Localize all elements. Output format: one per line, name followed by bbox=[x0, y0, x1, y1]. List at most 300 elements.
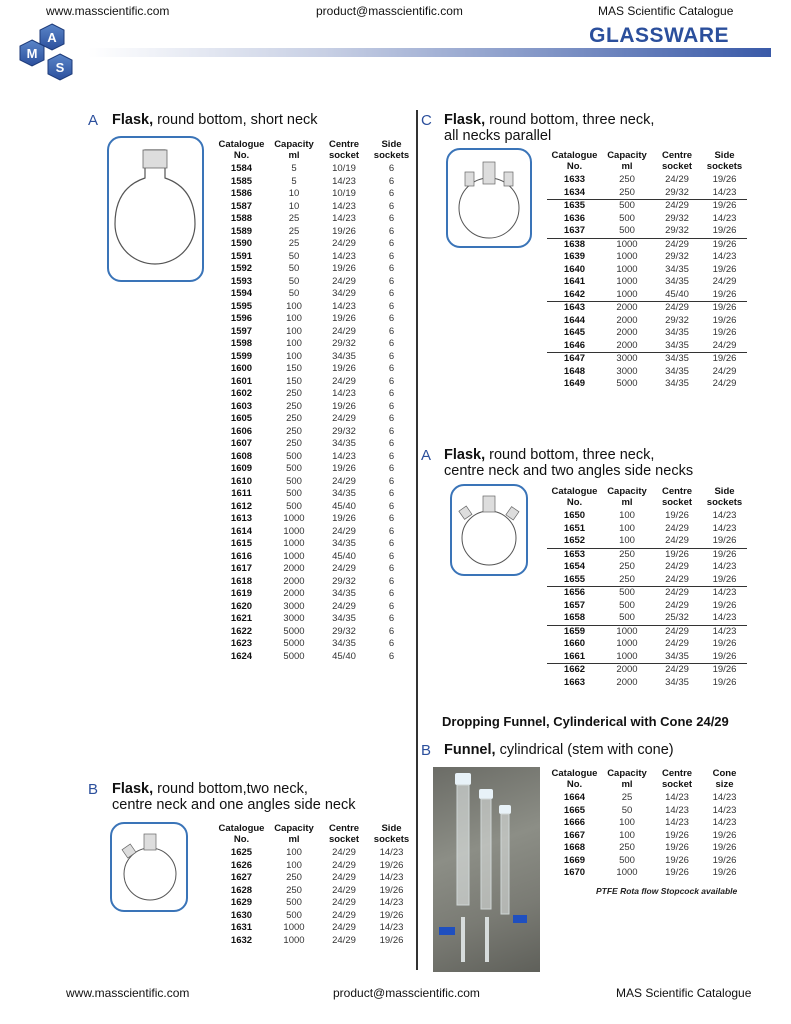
side-cell: 24/29 bbox=[712, 365, 737, 377]
table-row bbox=[547, 174, 747, 187]
side-cell: 19/26 bbox=[712, 314, 737, 326]
side-cell: 19/26 bbox=[702, 664, 747, 677]
catalogue-no-cell: 1661 bbox=[563, 650, 586, 662]
capacity-cell: 1000 bbox=[616, 650, 638, 662]
catalogue-no-cell: 1596 bbox=[230, 313, 253, 324]
capacity-cell: 250 bbox=[286, 884, 302, 896]
catalogue-no-cell: 1588 bbox=[230, 213, 253, 224]
capacity-cell: 100 bbox=[286, 338, 302, 349]
capacity-cell: 500 bbox=[619, 854, 635, 866]
flask-three-neck-parallel-drawing bbox=[448, 150, 530, 246]
capacity-cell: 50 bbox=[288, 263, 300, 274]
side-cell: 24/29 bbox=[712, 378, 737, 389]
centre-socket-cell: 34/35 bbox=[665, 676, 689, 688]
table-row bbox=[214, 576, 414, 589]
catalogue-no-cell: 1635 bbox=[547, 200, 602, 213]
table-row bbox=[214, 885, 414, 898]
capacity-cell: 5 bbox=[291, 163, 297, 174]
table-row bbox=[547, 366, 747, 379]
table-row bbox=[214, 188, 414, 201]
catalogue-no-cell: 1669 bbox=[563, 854, 586, 866]
table-row bbox=[214, 613, 414, 626]
capacity-cell: 1000 bbox=[283, 922, 305, 933]
side-cell: 14/23 bbox=[712, 186, 737, 198]
catalogue-no-cell: 1610 bbox=[230, 475, 253, 487]
table-row bbox=[547, 523, 747, 536]
table-row bbox=[214, 847, 414, 860]
table-row bbox=[214, 526, 414, 539]
title-rest: round bottom, three neck, bbox=[485, 112, 655, 128]
centre-socket-cell: 14/23 bbox=[332, 200, 356, 212]
catalogue-no-cell: 1664 bbox=[563, 792, 586, 803]
side-cell: 19/26 bbox=[712, 263, 737, 275]
centre-socket-cell: 45/40 bbox=[332, 500, 356, 512]
catalogue-no-cell: 1587 bbox=[230, 200, 253, 212]
capacity-cell: 50 bbox=[288, 250, 300, 262]
table-row bbox=[214, 238, 414, 251]
catalogue-no-cell: 1644 bbox=[563, 314, 586, 326]
side-cell: 6 bbox=[388, 163, 395, 174]
table-short-neck bbox=[214, 139, 414, 663]
table-row bbox=[214, 476, 414, 489]
side-cell: 14/23 bbox=[702, 587, 747, 600]
side-cell: 6 bbox=[388, 275, 395, 287]
capacity-cell: 1000 bbox=[616, 867, 638, 878]
col-centre-socket: Centre socket bbox=[328, 823, 360, 845]
centre-socket-cell: 34/35 bbox=[332, 488, 356, 499]
centre-socket-cell: 19/26 bbox=[665, 854, 689, 866]
flask-three-neck-angled-image bbox=[450, 484, 528, 576]
col-side-sockets: Side sockets bbox=[373, 823, 410, 845]
capacity-cell: 50 bbox=[621, 804, 633, 816]
table-row bbox=[214, 601, 414, 614]
centre-socket-cell: 14/23 bbox=[332, 450, 356, 462]
side-cell: 6 bbox=[388, 550, 395, 562]
capacity-cell: 500 bbox=[602, 200, 652, 213]
centre-socket-cell: 24/29 bbox=[665, 638, 689, 649]
catalogue-no-cell: 1617 bbox=[230, 563, 253, 574]
centre-socket-cell: 34/35 bbox=[665, 263, 689, 275]
flask-short-neck-image bbox=[107, 136, 204, 282]
catalogue-no-cell: 1667 bbox=[563, 829, 586, 841]
side-cell: 19/26 bbox=[702, 200, 747, 213]
header-email: product@masscientific.com bbox=[316, 4, 463, 18]
side-cell: 14/23 bbox=[712, 817, 737, 828]
centre-socket-cell: 24/29 bbox=[652, 625, 702, 638]
side-cell: 19/26 bbox=[712, 535, 737, 546]
centre-socket-cell: 24/29 bbox=[665, 599, 689, 611]
capacity-cell: 250 bbox=[602, 548, 652, 561]
centre-socket-cell: 45/40 bbox=[332, 550, 356, 562]
table-row bbox=[547, 842, 747, 855]
capacity-cell: 250 bbox=[619, 174, 635, 185]
capacity-cell: 3000 bbox=[283, 613, 305, 624]
centre-socket-cell: 14/23 bbox=[332, 175, 356, 187]
capacity-cell: 1000 bbox=[602, 238, 652, 251]
catalogue-no-cell: 1597 bbox=[230, 325, 253, 337]
centre-socket-cell: 14/23 bbox=[332, 213, 356, 224]
centre-socket-cell: 19/26 bbox=[332, 463, 356, 474]
table-row bbox=[214, 263, 414, 276]
col-side-sockets: Side sockets bbox=[373, 139, 410, 161]
col-cone-size: Cone size bbox=[712, 768, 737, 790]
side-cell: 14/23 bbox=[712, 792, 737, 803]
catalogue-no-cell: 1602 bbox=[230, 388, 253, 399]
table-row bbox=[547, 587, 747, 600]
table-row bbox=[547, 213, 747, 226]
centre-socket-cell: 34/35 bbox=[665, 339, 689, 351]
side-cell: 19/26 bbox=[379, 884, 404, 896]
side-cell: 6 bbox=[388, 263, 395, 274]
table-row bbox=[547, 353, 747, 366]
centre-socket-cell: 14/23 bbox=[332, 250, 356, 262]
side-cell: 19/26 bbox=[702, 353, 747, 366]
table-row bbox=[214, 626, 414, 639]
side-cell: 19/26 bbox=[712, 650, 737, 662]
catalogue-no-cell: 1656 bbox=[547, 587, 602, 600]
catalogue-no-cell: 1648 bbox=[563, 365, 586, 377]
centre-socket-cell: 45/40 bbox=[332, 650, 356, 662]
column-divider bbox=[416, 110, 418, 970]
side-cell: 6 bbox=[388, 388, 395, 399]
title-bold: Flask, bbox=[444, 112, 486, 128]
side-cell: 6 bbox=[388, 200, 395, 212]
centre-socket-cell: 24/29 bbox=[652, 587, 702, 600]
side-cell: 6 bbox=[388, 563, 395, 574]
table-row bbox=[547, 187, 747, 200]
col-centre-socket: Centre socket bbox=[328, 139, 360, 161]
capacity-cell: 1000 bbox=[616, 276, 638, 287]
capacity-cell: 500 bbox=[286, 488, 302, 499]
capacity-cell: 1000 bbox=[283, 538, 305, 549]
side-cell: 6 bbox=[388, 513, 395, 524]
catalogue-no-cell: 1627 bbox=[230, 872, 253, 883]
side-cell: 6 bbox=[388, 238, 395, 249]
title-bold: Funnel, bbox=[444, 742, 496, 758]
side-cell: 19/26 bbox=[379, 859, 404, 871]
side-cell: 19/26 bbox=[712, 676, 737, 688]
centre-socket-cell: 10/19 bbox=[332, 163, 356, 174]
catalogue-no-cell: 1594 bbox=[230, 288, 253, 299]
centre-socket-cell: 19/26 bbox=[332, 263, 356, 274]
capacity-cell: 100 bbox=[286, 300, 302, 312]
flask-three-neck-angled-drawing bbox=[452, 486, 526, 574]
catalogue-no-cell: 1616 bbox=[230, 550, 253, 562]
centre-socket-cell: 29/32 bbox=[332, 338, 356, 349]
side-cell: 6 bbox=[388, 463, 395, 474]
col-capacity: Capacity ml bbox=[274, 139, 314, 161]
centre-socket-cell: 19/26 bbox=[332, 313, 356, 324]
catalogue-no-cell: 1650 bbox=[563, 510, 586, 521]
side-cell: 19/26 bbox=[712, 327, 737, 338]
side-cell: 19/26 bbox=[712, 225, 737, 236]
table-row bbox=[214, 588, 414, 601]
table-row bbox=[214, 313, 414, 326]
section-brand-title: GLASSWARE bbox=[589, 24, 729, 47]
catalogue-no-cell: 1651 bbox=[563, 522, 586, 534]
table-row bbox=[547, 302, 747, 315]
capacity-cell: 250 bbox=[619, 186, 635, 198]
capacity-cell: 3000 bbox=[283, 600, 305, 612]
side-cell: 14/23 bbox=[379, 922, 404, 933]
centre-socket-cell: 24/29 bbox=[332, 872, 356, 883]
title-rest: round bottom, short neck bbox=[153, 112, 318, 128]
catalogue-no-cell: 1631 bbox=[230, 922, 253, 933]
table-header bbox=[214, 139, 414, 163]
capacity-cell: 10 bbox=[288, 188, 300, 199]
side-cell: 14/23 bbox=[379, 872, 404, 883]
catalogue-no-cell: 1668 bbox=[563, 842, 586, 853]
flask-three-neck-parallel-image bbox=[446, 148, 532, 248]
centre-socket-cell: 29/32 bbox=[332, 575, 356, 587]
table-row bbox=[214, 451, 414, 464]
col-capacity: Capacity ml bbox=[607, 486, 647, 508]
side-cell: 6 bbox=[388, 600, 395, 612]
centre-socket-cell: 34/35 bbox=[652, 353, 702, 366]
table-row bbox=[547, 225, 747, 238]
footer-email: product@masscientific.com bbox=[333, 986, 480, 1000]
side-cell: 19/26 bbox=[702, 302, 747, 315]
side-cell: 6 bbox=[388, 525, 395, 537]
centre-socket-cell: 24/29 bbox=[652, 302, 702, 315]
capacity-cell: 2000 bbox=[616, 314, 638, 326]
side-cell: 14/23 bbox=[712, 251, 737, 262]
brand-bar bbox=[88, 48, 771, 57]
side-cell: 6 bbox=[388, 413, 395, 424]
centre-socket-cell: 29/32 bbox=[665, 212, 689, 224]
svg-text:S: S bbox=[55, 60, 65, 75]
table-row bbox=[547, 378, 747, 391]
catalogue-no-cell: 1652 bbox=[563, 535, 586, 546]
catalogue-no-cell: 1638 bbox=[547, 238, 602, 251]
catalogue-no-cell: 1632 bbox=[230, 934, 253, 946]
capacity-cell: 100 bbox=[619, 535, 635, 546]
centre-socket-cell: 29/32 bbox=[665, 314, 689, 326]
col-catalogue-no: Catalogue No. bbox=[218, 823, 265, 845]
centre-socket-cell: 19/26 bbox=[652, 548, 702, 561]
capacity-cell: 5 bbox=[291, 175, 297, 187]
catalogue-no-cell: 1613 bbox=[230, 513, 253, 524]
catalogue-no-cell: 1663 bbox=[563, 676, 586, 688]
catalogue-no-cell: 1654 bbox=[563, 561, 586, 572]
col-catalogue-no: Catalogue No. bbox=[551, 768, 598, 790]
capacity-cell: 500 bbox=[619, 225, 635, 236]
catalogue-no-cell: 1624 bbox=[230, 650, 253, 662]
capacity-cell: 250 bbox=[619, 842, 635, 853]
side-cell: 6 bbox=[388, 175, 395, 187]
title-bold: Flask, bbox=[112, 112, 154, 128]
capacity-cell: 5000 bbox=[283, 625, 305, 637]
table-row bbox=[547, 600, 747, 613]
catalogue-no-cell: 1645 bbox=[563, 327, 586, 338]
centre-socket-cell: 34/35 bbox=[332, 538, 356, 549]
centre-socket-cell: 34/35 bbox=[332, 588, 356, 599]
table-row bbox=[214, 351, 414, 364]
catalogue-no-cell: 1630 bbox=[230, 909, 253, 921]
centre-socket-cell: 14/23 bbox=[665, 817, 689, 828]
title-line2: centre neck and one angles side neck bbox=[112, 797, 356, 813]
table-row bbox=[214, 163, 414, 176]
capacity-cell: 500 bbox=[619, 212, 635, 224]
centre-socket-cell: 24/29 bbox=[332, 325, 356, 337]
side-cell: 6 bbox=[388, 225, 395, 237]
centre-socket-cell: 24/29 bbox=[652, 200, 702, 213]
centre-socket-cell: 24/29 bbox=[332, 884, 356, 896]
table-three-neck-angled bbox=[547, 486, 747, 689]
centre-socket-cell: 14/23 bbox=[332, 300, 356, 312]
centre-socket-cell: 24/29 bbox=[332, 525, 356, 537]
col-capacity: Capacity ml bbox=[274, 823, 314, 845]
col-side-sockets: Side sockets bbox=[706, 486, 743, 508]
centre-socket-cell: 34/29 bbox=[332, 288, 356, 299]
centre-socket-cell: 25/32 bbox=[665, 612, 689, 623]
centre-socket-cell: 24/29 bbox=[652, 238, 702, 251]
capacity-cell: 1000 bbox=[283, 550, 305, 562]
centre-socket-cell: 24/29 bbox=[665, 573, 689, 585]
catalogue-no-cell: 1625 bbox=[230, 847, 253, 858]
catalogue-no-cell: 1603 bbox=[230, 400, 253, 412]
capacity-cell: 10 bbox=[288, 200, 300, 212]
table-row bbox=[214, 388, 414, 401]
centre-socket-cell: 34/35 bbox=[332, 350, 356, 362]
capacity-cell: 500 bbox=[286, 500, 302, 512]
col-capacity: Capacity ml bbox=[607, 768, 647, 790]
side-cell: 6 bbox=[388, 575, 395, 587]
capacity-cell: 500 bbox=[619, 599, 635, 611]
centre-socket-cell: 19/26 bbox=[332, 400, 356, 412]
capacity-cell: 100 bbox=[286, 313, 302, 324]
table-row bbox=[214, 201, 414, 214]
catalogue-no-cell: 1636 bbox=[563, 212, 586, 224]
side-cell: 19/26 bbox=[712, 599, 737, 611]
side-cell: 19/26 bbox=[712, 174, 737, 185]
centre-socket-cell: 24/29 bbox=[332, 897, 356, 908]
section-title-three-neck-parallel bbox=[444, 112, 654, 144]
centre-socket-cell: 24/29 bbox=[665, 174, 689, 185]
capacity-cell: 1000 bbox=[283, 934, 305, 946]
capacity-cell: 250 bbox=[619, 573, 635, 585]
centre-socket-cell: 19/26 bbox=[665, 829, 689, 841]
table-header bbox=[547, 768, 747, 792]
col-centre-socket: Centre socket bbox=[661, 768, 693, 790]
catalogue-no-cell: 1615 bbox=[230, 538, 253, 549]
title-line2: centre neck and two angles side necks bbox=[444, 463, 694, 479]
capacity-cell: 100 bbox=[286, 325, 302, 337]
capacity-cell: 500 bbox=[619, 612, 635, 623]
catalogue-no-cell: 1655 bbox=[563, 573, 586, 585]
side-cell: 14/23 bbox=[712, 561, 737, 572]
table-row bbox=[214, 910, 414, 923]
table-funnel bbox=[547, 768, 747, 880]
side-cell: 19/26 bbox=[379, 934, 404, 946]
table-row bbox=[214, 501, 414, 514]
table-row bbox=[547, 612, 747, 625]
col-catalogue-no: Catalogue No. bbox=[551, 486, 598, 508]
capacity-cell: 500 bbox=[286, 463, 302, 474]
table-row bbox=[547, 805, 747, 818]
side-cell: 19/26 bbox=[702, 238, 747, 251]
centre-socket-cell: 24/29 bbox=[665, 561, 689, 572]
header-website: www.masscientific.com bbox=[46, 4, 170, 18]
centre-socket-cell: 34/35 bbox=[665, 650, 689, 662]
centre-socket-cell: 34/35 bbox=[332, 638, 356, 649]
centre-socket-cell: 24/29 bbox=[652, 664, 702, 677]
side-cell: 6 bbox=[388, 188, 395, 199]
centre-socket-cell: 14/23 bbox=[665, 804, 689, 816]
table-row bbox=[214, 426, 414, 439]
centre-socket-cell: 34/35 bbox=[665, 327, 689, 338]
centre-socket-cell: 19/26 bbox=[665, 842, 689, 853]
table-row bbox=[214, 413, 414, 426]
catalogue-no-cell: 1585 bbox=[230, 175, 253, 187]
table-header bbox=[547, 150, 747, 174]
side-cell: 6 bbox=[388, 538, 395, 549]
table-row bbox=[214, 338, 414, 351]
table-header bbox=[547, 486, 747, 510]
table-row bbox=[214, 513, 414, 526]
table-row bbox=[547, 510, 747, 523]
side-cell: 19/26 bbox=[712, 854, 737, 866]
table-row bbox=[547, 817, 747, 830]
table-row bbox=[214, 401, 414, 414]
side-cell: 6 bbox=[388, 475, 395, 487]
flask-short-neck-drawing bbox=[109, 138, 202, 280]
svg-text:A: A bbox=[47, 30, 57, 45]
centre-socket-cell: 29/32 bbox=[665, 225, 689, 236]
side-cell: 6 bbox=[388, 350, 395, 362]
table-row bbox=[547, 289, 747, 302]
table-row bbox=[214, 897, 414, 910]
centre-socket-cell: 24/29 bbox=[332, 859, 356, 871]
capacity-cell: 500 bbox=[286, 909, 302, 921]
centre-socket-cell: 24/29 bbox=[332, 375, 356, 387]
table-row bbox=[547, 574, 747, 587]
table-row bbox=[547, 638, 747, 651]
catalogue-no-cell: 1649 bbox=[563, 378, 586, 389]
centre-socket-cell: 34/35 bbox=[665, 378, 689, 389]
table-row bbox=[547, 792, 747, 805]
catalogue-no-cell: 1609 bbox=[230, 463, 253, 474]
side-cell: 6 bbox=[388, 650, 395, 662]
capacity-cell: 1000 bbox=[283, 525, 305, 537]
side-cell: 19/26 bbox=[379, 909, 404, 921]
side-cell: 6 bbox=[388, 625, 395, 637]
catalogue-no-cell: 1620 bbox=[230, 600, 253, 612]
table-row bbox=[214, 651, 414, 664]
side-cell: 14/23 bbox=[379, 847, 404, 858]
capacity-cell: 150 bbox=[286, 363, 302, 374]
capacity-cell: 250 bbox=[286, 872, 302, 883]
side-cell: 6 bbox=[388, 500, 395, 512]
capacity-cell: 100 bbox=[619, 817, 635, 828]
table-row bbox=[214, 538, 414, 551]
catalogue-no-cell: 1665 bbox=[563, 804, 586, 816]
side-cell: 19/26 bbox=[712, 842, 737, 853]
centre-socket-cell: 24/29 bbox=[332, 847, 356, 858]
table-row bbox=[547, 327, 747, 340]
centre-socket-cell: 29/32 bbox=[332, 625, 356, 637]
capacity-cell: 2000 bbox=[602, 302, 652, 315]
centre-socket-cell: 19/26 bbox=[332, 513, 356, 524]
table-row bbox=[214, 860, 414, 873]
catalogue-no-cell: 1646 bbox=[563, 339, 586, 351]
side-cell: 19/26 bbox=[702, 548, 747, 561]
side-cell: 6 bbox=[388, 425, 395, 437]
capacity-cell: 3000 bbox=[602, 353, 652, 366]
capacity-cell: 25 bbox=[288, 238, 300, 249]
catalogue-no-cell: 1612 bbox=[230, 500, 253, 512]
table-row bbox=[214, 251, 414, 264]
